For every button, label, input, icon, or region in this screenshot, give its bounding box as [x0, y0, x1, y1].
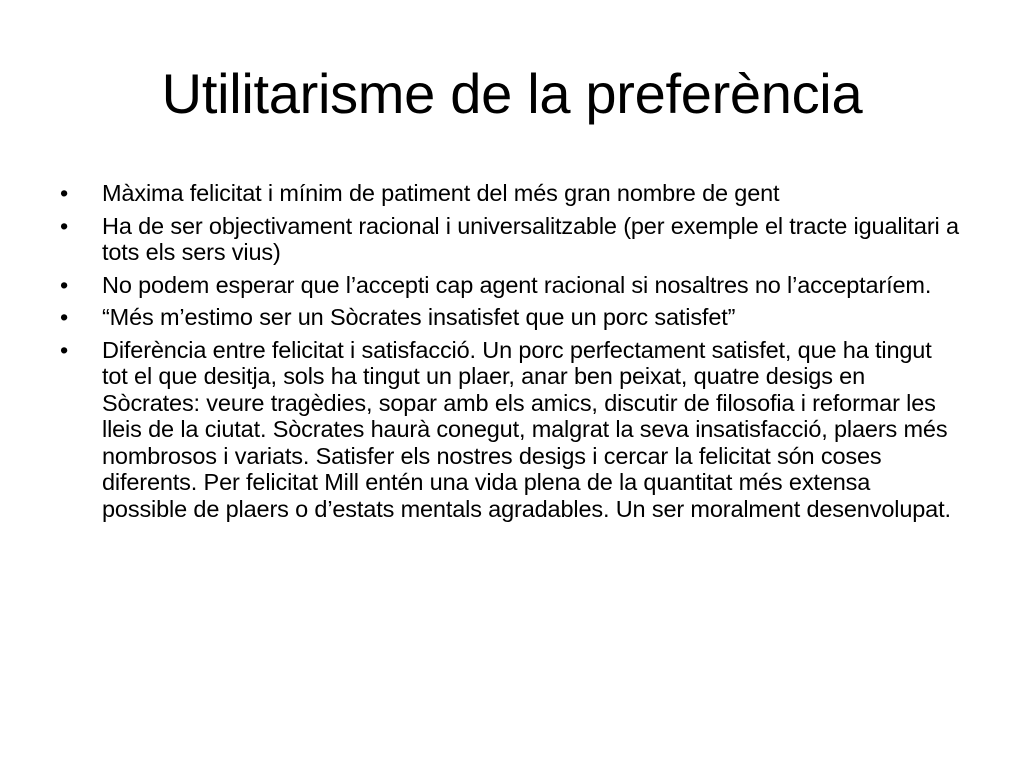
bullet-marker: • — [60, 271, 69, 298]
bullet-text: “Més m’estimo ser un Sòcrates insatisfet que un porc satisfet” — [102, 304, 736, 330]
bullet-text: Diferència entre felicitat i satisfacció. Un porc perfectament satisfet, que ha tingut tot el que desitja, sols ha tingut un plaer, anar ben peixat, quatre desigs en Sòcrates: veure tragèdies, sopar amb els amics, discutir de filosofia i reformar les lleis de la ciutat. Sòcrates haurà conegut, malgrat la seva insatisfacció, plaers més nombrosos i variats. Satisfer els nostres desigs i cercar la felicitat són coses diferents. Per felicitat Mill entén una vida plena de la quantitat més extensa possible de plaers o d’estats mentals agradables. Un ser moralment desenvolupat. — [102, 336, 951, 522]
bullet-marker: • — [60, 336, 69, 363]
bullet-marker: • — [60, 212, 69, 239]
bullet-item — [60, 180, 960, 207]
bullet-item — [60, 272, 960, 299]
bullet-item — [60, 337, 960, 523]
slide-title: Utilitarisme de la preferència — [161, 62, 863, 125]
bullet-text: Ha de ser objectivament racional i universalitzable (per exemple el tracte igualitari a tots els sers vius) — [102, 212, 959, 265]
bullet-marker: • — [60, 180, 69, 206]
bullet-text: No podem esperar que l’accepti cap agent racional si nosaltres no l’acceptaríem. — [102, 271, 932, 298]
bullet-list — [60, 180, 960, 528]
bullet-item — [60, 304, 960, 331]
bullet-item — [60, 213, 960, 266]
bullet-text: Màxima felicitat i mínim de patiment del més gran nombre de gent — [102, 180, 780, 206]
bullet-marker: • — [60, 304, 69, 330]
